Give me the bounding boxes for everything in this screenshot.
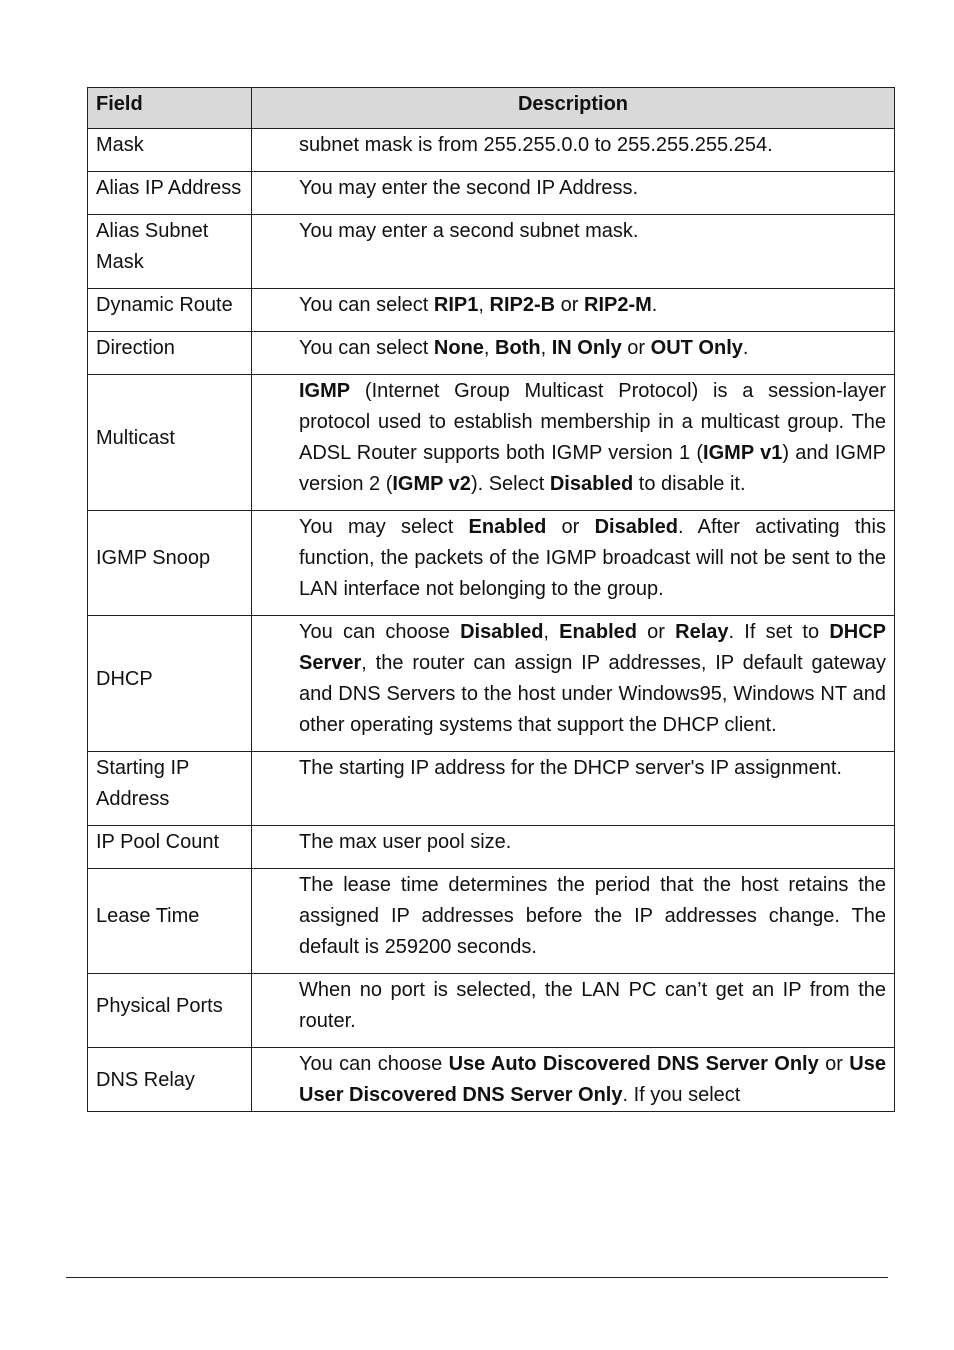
description-cell	[252, 616, 895, 752]
description-text: You can select	[299, 337, 434, 359]
field-cell: Multicast	[88, 375, 252, 511]
table-row	[88, 869, 895, 974]
field-cell: DNS Relay	[88, 1048, 252, 1112]
description-cell	[252, 1048, 895, 1112]
description-text: . If set to	[728, 621, 830, 643]
field-cell: Mask	[88, 129, 252, 172]
bold-term: IGMP	[299, 380, 351, 402]
bold-term: RIP2-B	[489, 294, 556, 316]
table-row	[88, 289, 895, 332]
description-text: When no port is selected, the LAN PC can’t get an IP from the router.	[299, 979, 886, 1032]
field-description-table	[87, 87, 895, 1112]
bold-term: IGMP v2	[392, 473, 471, 495]
description-text: or	[818, 1053, 850, 1075]
description-text: ,	[478, 294, 490, 316]
bold-term: Use Auto Discovered DNS Server Only	[448, 1053, 819, 1075]
description-text: You can choose	[299, 1053, 449, 1075]
field-cell: DHCP	[88, 616, 252, 752]
description-text: You can choose	[299, 621, 461, 643]
table-row	[88, 1048, 895, 1112]
description-text: You may enter the second IP Address.	[299, 177, 639, 199]
footer-divider	[66, 1277, 888, 1278]
description-text: or	[555, 294, 584, 316]
description-text: to disable it.	[633, 473, 746, 495]
description-text: You may enter a second subnet mask.	[299, 220, 639, 242]
description-cell	[252, 332, 895, 375]
bold-term: DHCP Server	[299, 621, 886, 674]
description-text: (Internet Group Multicast Protocol) is a session-layer protocol used to establish membership in a multicast group. The ADSL Router supports both IGMP version 1 (	[299, 380, 886, 464]
bold-term: Enabled	[468, 516, 547, 538]
description-cell	[252, 826, 895, 869]
field-cell: Direction	[88, 332, 252, 375]
description-cell	[252, 511, 895, 616]
table-header-row	[88, 88, 895, 129]
bold-term: Disabled	[460, 621, 544, 643]
bold-term: IN Only	[551, 337, 622, 359]
header-description: Description	[252, 88, 895, 129]
description-text: .	[651, 294, 658, 316]
description-text: ). Select	[470, 473, 550, 495]
description-cell	[252, 129, 895, 172]
field-cell: Dynamic Route	[88, 289, 252, 332]
bold-term: Disabled	[594, 516, 678, 538]
table-row	[88, 511, 895, 616]
field-cell: Physical Ports	[88, 974, 252, 1048]
bold-term: Both	[495, 337, 541, 359]
description-text: You can select	[299, 294, 434, 316]
description-text: You may select	[299, 516, 469, 538]
bold-term: None	[433, 337, 484, 359]
description-text: or	[636, 621, 676, 643]
description-cell	[252, 974, 895, 1048]
table-row	[88, 332, 895, 375]
description-text: , the router can assign IP addresses, IP default gateway and DNS Servers to the host under Windows95, Windows NT and other operating systems that support the DHCP client.	[299, 652, 886, 736]
table-row	[88, 974, 895, 1048]
description-cell	[252, 869, 895, 974]
description-text: ,	[540, 337, 552, 359]
bold-term: Enabled	[559, 621, 637, 643]
description-text: subnet mask is from 255.255.0.0 to 255.255.255.254.	[299, 134, 773, 156]
description-text: ) and IGMP version 2 (	[299, 442, 886, 495]
table-row	[88, 215, 895, 289]
description-text: The lease time determines the period that the host retains the assigned IP addresses before the IP addresses change. The default is 259200 seconds.	[299, 874, 886, 958]
description-cell	[252, 752, 895, 826]
bold-term: OUT Only	[650, 337, 743, 359]
description-text: The max user pool size.	[299, 831, 512, 853]
description-cell	[252, 375, 895, 511]
description-text: or	[621, 337, 651, 359]
bold-term: RIP2-M	[584, 294, 652, 316]
description-text: . If you select	[622, 1084, 741, 1106]
table-row	[88, 172, 895, 215]
table-body	[88, 129, 895, 1112]
bold-term: Disabled	[549, 473, 634, 495]
field-cell: IP Pool Count	[88, 826, 252, 869]
bold-term: IGMP v1	[703, 442, 783, 464]
bold-term: Relay	[675, 621, 729, 643]
field-cell: Starting IP Address	[88, 752, 252, 826]
table-row	[88, 375, 895, 511]
description-text: . After activating this function, the packets of the IGMP broadcast will not be sent to the LAN interface not belonging to the group.	[299, 516, 886, 600]
field-cell: Alias Subnet Mask	[88, 215, 252, 289]
description-cell	[252, 172, 895, 215]
table-row	[88, 826, 895, 869]
field-cell: Lease Time	[88, 869, 252, 974]
description-text: ,	[543, 621, 560, 643]
table-row	[88, 129, 895, 172]
description-cell	[252, 215, 895, 289]
table-row	[88, 752, 895, 826]
description-text: The starting IP address for the DHCP server's IP assignment.	[299, 757, 842, 779]
field-cell: Alias IP Address	[88, 172, 252, 215]
bold-term: Use User Discovered DNS Server Only	[299, 1053, 886, 1106]
field-cell: IGMP Snoop	[88, 511, 252, 616]
header-field: Field	[88, 88, 252, 129]
description-text: ,	[483, 337, 496, 359]
description-text: .	[742, 337, 749, 359]
description-cell	[252, 289, 895, 332]
description-text: or	[546, 516, 595, 538]
table-row	[88, 616, 895, 752]
bold-term: RIP1	[433, 294, 479, 316]
